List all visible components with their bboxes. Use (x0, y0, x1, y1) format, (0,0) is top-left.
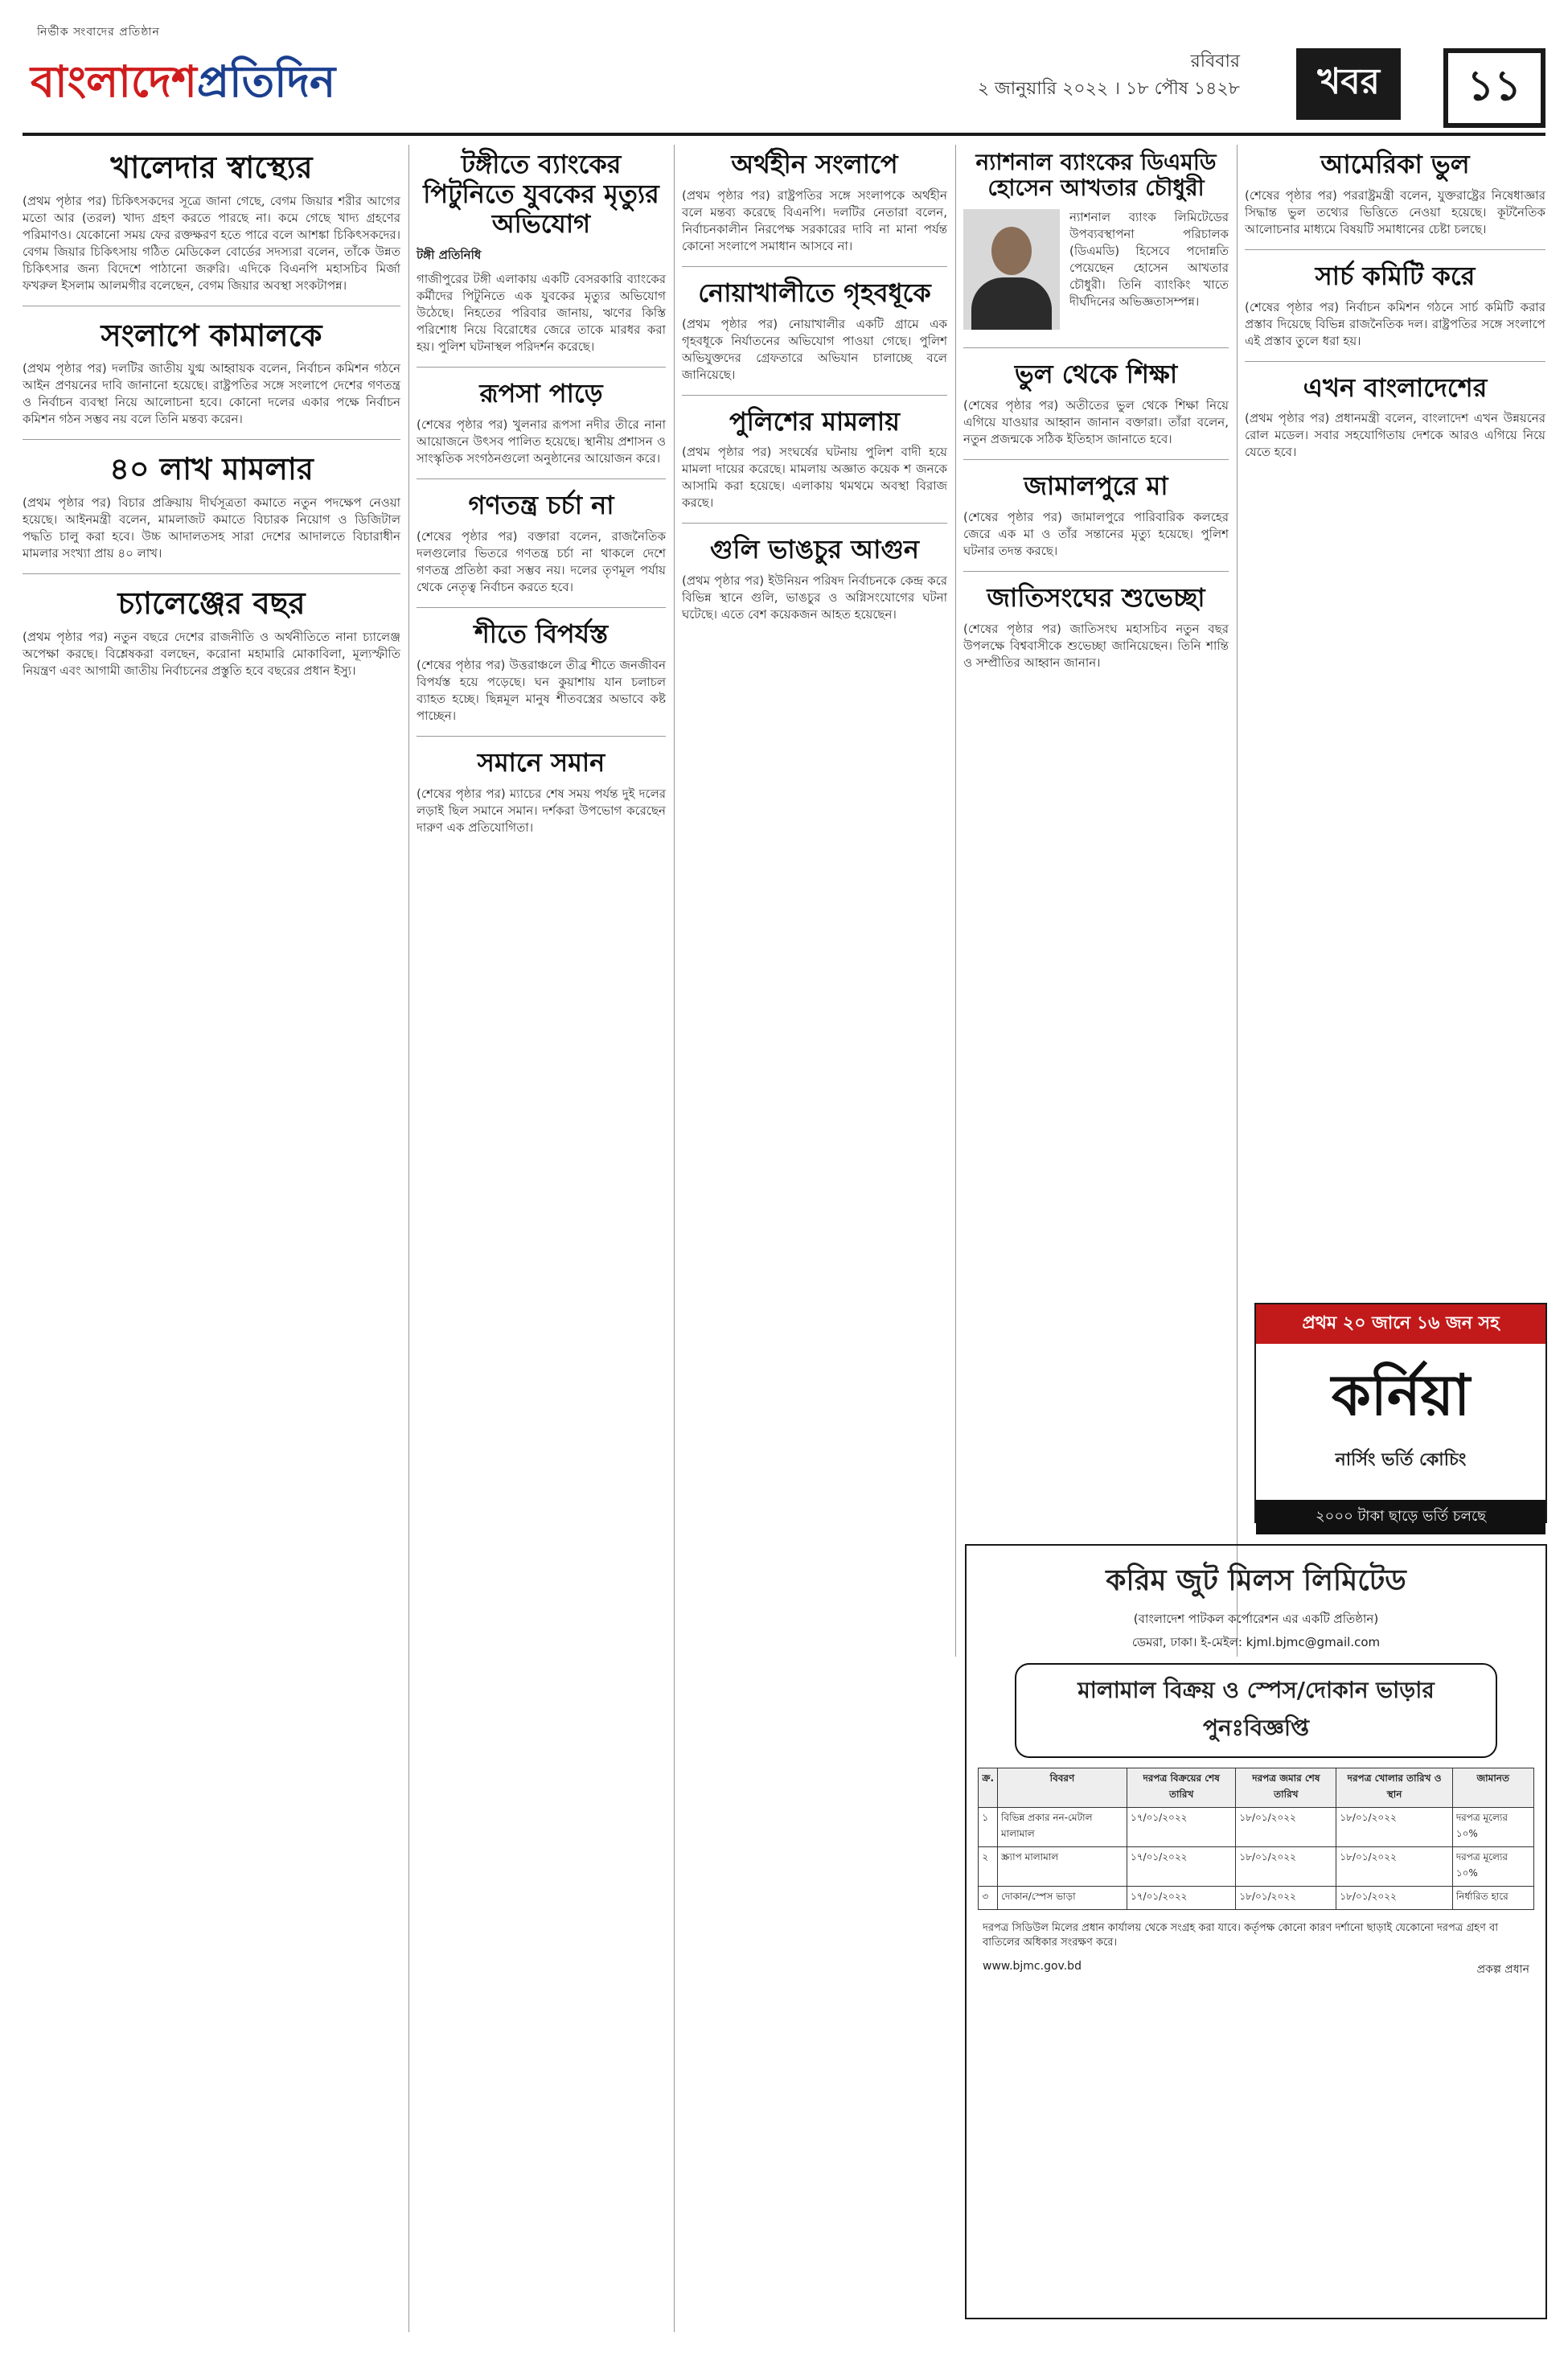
article-body: গাজীপুরের টঙ্গী এলাকায় একটি বেসরকারি ব্যাংকের কর্মীদের পিটুনিতে এক যুবকের মৃত্যুর অভিযোগ উঠেছে। নিহতের পরিবার জানায়, ঋণের কিস্তি পরিশোধ নিয়ে বিরোধের জেরে তাকে মারধর করা হয়। পুলিশ ঘটনাস্থল পরিদর্শন করেছে। (417, 272, 666, 355)
headline-noakhali[interactable]: নোয়াখালীতে গৃহবধূকে (698, 277, 931, 308)
newspaper-logo[interactable] (23, 16, 360, 137)
table-cell: দরপত্র মূল্যের ১০% (1452, 1808, 1533, 1847)
column-3 (682, 145, 947, 631)
logo-tagline: নির্ভীক সংবাদের প্রতিষ্ঠান (37, 26, 160, 39)
article-body: (শেষের পৃষ্ঠার পর) জাতিসংঘ মহাসচিব নতুন বছর উপলক্ষে বিশ্ববাসীকে শুভেচ্ছা জানিয়েছেন। তিনি শান্তি ও সম্প্রীতির আহ্বান জানান। (963, 621, 1229, 670)
byline: টঙ্গী প্রতিনিধি (417, 248, 482, 263)
article-body: (প্রথম পৃষ্ঠার পর) ইউনিয়ন পরিষদ নির্বাচনকে কেন্দ্র করে বিভিন্ন স্থানে গুলি, ভাঙচুর ও অগ্নিসংযোগের ঘটনা ঘটেছে। এতে বেশ কয়েকজন আহত হয়েছেন। (682, 573, 947, 622)
divider (1245, 361, 1545, 362)
divider (1245, 249, 1545, 250)
headline-now-bangladesh[interactable]: এখন বাংলাদেশের (1303, 372, 1488, 403)
article-body: (প্রথম পৃষ্ঠার পর) সংঘর্ষের ঘটনায় পুলিশ বাদী হয়ে মামলা দায়ের করেছে। মামলায় অজ্ঞাত কয়েক শ জনকে আসামি করা হয়েছে। এলাকায় থমথমে অবস্থা বিরাজ করছে। (682, 445, 947, 511)
article-body: (শেষের পৃষ্ঠার পর) জামালপুরে পারিবারিক কলহের জেরে এক মা ও তাঁর সন্তানের মৃত্যু হয়েছে। পুলিশ ঘটনার তদন্ত করছে। (963, 509, 1229, 558)
headline-tongi-bank[interactable]: টঙ্গীতে ব্যাংকের পিটুনিতে যুবকের মৃত্যুর অভিযোগ (423, 149, 659, 239)
article-body: (শেষের পৃষ্ঠার পর) ম্যাচের শেষ সময় পর্যন্ত দুই দলের লড়াই ছিল সমানে সমান। দর্শকরা উপভোগ করেছেন দারুণ এক প্রতিযোগিতা। (417, 786, 666, 835)
column-rule (1237, 145, 1238, 1657)
article-body: (শেষের পৃষ্ঠার পর) উত্তরাঞ্চলে তীব্র শীতে জনজীবন বিপর্যস্ত হয়ে পড়েছে। ঘন কুয়াশায় যান চলাচল ব্যাহত হচ্ছে। ছিন্নমূল মানুষ শীতবস্ত্রের অভাবে কষ্ট পাচ্ছেন। (417, 657, 666, 723)
table-cell: ১ (979, 1808, 998, 1847)
date-label: ২ জানুয়ারি ২০২২ । ১৮ পৌষ ১৪২৮ (977, 79, 1240, 99)
table-row (979, 1847, 1533, 1887)
table-cell: ১৭/০১/২০২২ (1127, 1808, 1235, 1847)
portrait-photo (963, 209, 1060, 330)
headline-un-greetings[interactable]: জাতিসংঘের শুভেচ্ছা (987, 581, 1205, 613)
masthead-rule (23, 133, 1545, 136)
divider (23, 573, 400, 574)
article-body: (শেষের পৃষ্ঠার পর) অতীতের ভুল থেকে শিক্ষা নিয়ে এগিয়ে যাওয়ার আহ্বান জানান বক্তারা। তাঁরা বলেন, নতুন প্রজন্মকে সঠিক ইতিহাস জানাতে হবে। (963, 398, 1229, 447)
photo-suit (971, 277, 1052, 330)
tender-notice[interactable] (965, 1544, 1547, 2319)
divider (417, 478, 666, 479)
article-body: (প্রথম পৃষ্ঠার পর) বিচার প্রক্রিয়ায় দীর্ঘসূত্রতা কমাতে নতুন পদক্ষেপ নেওয়া হয়েছে। আইনমন্ত্রী বলেন, মামলাজট কমাতে বিচারক নিয়োগ ও ডিজিটাল পদ্ধতি চালু করা হবে। উচ্চ আদালতসহ সারা দেশের আদালতে বিচারাধীন মামলার সংখ্যা প্রায় ৪০ লাখ। (23, 495, 400, 561)
article-body: (প্রথম পৃষ্ঠার পর) নোয়াখালীর একটি গ্রামে এক গৃহবধূকে নির্যাতনের অভিযোগ পাওয়া গেছে। পুলিশ অভিযুক্তদের গ্রেফতারে অভিযান চালাচ্ছে বলে জানিয়েছে। (682, 316, 947, 382)
divider (963, 347, 1229, 348)
headline-police-case[interactable]: পুলিশের মামলায় (729, 405, 901, 437)
headline-america-mistake[interactable]: আমেরিকা ভুল (1320, 149, 1470, 179)
table-cell: ১৮/০১/২০২২ (1236, 1847, 1336, 1887)
table-header-row (979, 1768, 1533, 1808)
table-cell: ১৮/০১/২০২২ (1236, 1887, 1336, 1910)
col-header: বিবরণ (998, 1768, 1127, 1808)
column-5 (1245, 145, 1545, 469)
col-header: দরপত্র বিক্রয়ের শেষ তারিখ (1127, 1768, 1235, 1808)
headline-gunfire[interactable]: গুলি ভাঙচুর আগুন (710, 534, 919, 565)
column-rule (674, 145, 675, 2332)
table-row (979, 1887, 1533, 1910)
article-body: (শেষের পৃষ্ঠার পর) খুলনার রূপসা নদীর তীরে নানা আয়োজনে উৎসব পালিত হয়েছে। স্থানীয় প্রশাসন ও সাংস্কৃতিক সংগঠনগুলো অনুষ্ঠানের আয়োজন করে। (417, 417, 666, 466)
logo-part2: প্রতিদিন (196, 55, 336, 107)
divider (682, 266, 947, 267)
headline-dialogue-kamal[interactable]: সংলাপে কামালকে (101, 316, 322, 353)
table-cell: ১৮/০১/২০২২ (1336, 1887, 1452, 1910)
article-body: (শেষের পৃষ্ঠার পর) নির্বাচন কমিশন গঠনে সার্চ কমিটি করার প্রস্তাব দিয়েছে বিভিন্ন রাজনৈতিক দল। রাষ্ট্রপতির সঙ্গে সংলাপে এই প্রস্তাব তুলে ধরা হয়। (1245, 299, 1545, 348)
divider (963, 459, 1229, 460)
column-rule (408, 145, 409, 2332)
headline-jamalpur[interactable]: জামালপুরে মা (1024, 470, 1168, 502)
table-cell: ২ (979, 1847, 998, 1887)
article-body: (শেষের পৃষ্ঠার পর) পররাষ্ট্রমন্ত্রী বলেন, যুক্তরাষ্ট্রের নিষেধাজ্ঞার সিদ্ধান্ত ভুল তথ্যের ভিত্তিতে নেওয়া হয়েছে। কূটনৈতিক আলোচনার মাধ্যমে বিষয়টি সমাধানের চেষ্টা চলছে। (1245, 187, 1545, 236)
headline-search-committee[interactable]: সার্চ কমিটি করে (1315, 260, 1476, 291)
tender-signatory: প্রকল্প প্রধান (1476, 1963, 1529, 1976)
page-number: ১১ (1443, 48, 1546, 128)
article-body: (শেষের পৃষ্ঠার পর) বক্তারা বলেন, রাজনৈতিক দলগুলোর ভিতরে গণতন্ত্র চর্চা না থাকলে দেশে গণতন্ত্র প্রতিষ্ঠা করা সম্ভব নয়। দলের তৃণমূল পর্যায় থেকে নেতৃত্ব নির্বাচন করতে হবে। (417, 528, 666, 594)
photo-head (991, 227, 1032, 275)
divider (682, 395, 947, 396)
tender-sub2: ডেমরা, ঢাকা। ই-মেইল: kjml.bjmc@gmail.com (1131, 1635, 1381, 1649)
table-cell: দোকান/স্পেস ভাড়া (998, 1887, 1127, 1910)
tender-footer (967, 1955, 1545, 1984)
section-badge: খবর (1296, 48, 1401, 120)
table-cell: নির্ধারিত হারে (1452, 1887, 1533, 1910)
divider (682, 523, 947, 524)
column-4 (963, 145, 1229, 680)
table-cell: দরপত্র মূল্যের ১০% (1452, 1847, 1533, 1887)
divider (23, 439, 400, 440)
tender-sub1: (বাংলাদেশ পাটকল কর্পোরেশন এর একটি প্রতিষ্ঠান) (1133, 1612, 1379, 1626)
tender-website-link[interactable]: www.bjmc.gov.bd (983, 1960, 1082, 1973)
headline-lesson[interactable]: ভুল থেকে শিক্ষা (1014, 359, 1178, 390)
table-cell: স্ক্র্যাপ মালামাল (998, 1847, 1127, 1887)
headline-40-lakh-cases[interactable]: ৪০ লাখ মামলার (109, 450, 314, 487)
ad-brand: কর্নিয়া (1331, 1362, 1471, 1428)
headline-national-bank[interactable]: ন্যাশনাল ব্যাংকের ডিএমডি হোসেন আখতার চৌধুরী (975, 149, 1217, 202)
headline-rupsha[interactable]: রূপসা পাড়ে (479, 378, 603, 409)
headline-winter[interactable]: শীতে বিপর্যস্ত (474, 618, 609, 649)
column-1 (23, 145, 400, 688)
col-header: দরপত্র জমার শেষ তারিখ (1236, 1768, 1336, 1808)
headline-equal[interactable]: সমানে সমান (477, 746, 605, 778)
article-body: (প্রথম পৃষ্ঠার পর) চিকিৎসকদের সূত্রে জানা গেছে, বেগম জিয়ার শরীর আগের মতো আর (তরল) খাদ্য গ্রহণ করতে পারছে না। কমে গেছে খাদ্য গ্রহণের পরিমাণও। যেকোনো সময় ফের রক্তক্ষরণ হতে পারে বলে আশঙ্কা চিকিৎসকদের। বেগম জিয়ার চিকিৎসায় গঠিত মেডিকেল বোর্ডের সদস্যরা বলেন, তাঁকে উন্নত চিকিৎসার জন্য বিদেশে পাঠানো জরুরি। এদিকে বিএনপি মহাসচিব মির্জা ফখরুল ইসলাম আলমগীর বলেছেন, বেগম জিয়ার অবস্থা সংকটাপন্ন। (23, 193, 400, 293)
divider (417, 736, 666, 737)
article-body: (প্রথম পৃষ্ঠার পর) প্রধানমন্ত্রী বলেন, বাংলাদেশ এখন উন্নয়নের রোল মডেল। সবার সহযোগিতায় দেশকে আরও এগিয়ে নিয়ে যেতে হবে। (1245, 411, 1545, 460)
ad-strip: প্রথম ২০ জানে ১৬ জন সহ (1256, 1304, 1545, 1344)
col-header: দরপত্র খোলার তারিখ ও স্থান (1336, 1768, 1452, 1808)
table-cell: বিভিন্ন প্রকার নন-মেটাল মালামাল (998, 1808, 1127, 1847)
column-2 (417, 145, 666, 844)
tender-heading: মালামাল বিক্রয় ও স্পেস/দোকান ভাড়ার পুনঃবিজ্ঞপ্তি (1015, 1663, 1497, 1758)
divider (963, 571, 1229, 572)
table-cell: ৩ (979, 1887, 998, 1910)
col-header: জামানত (1452, 1768, 1533, 1808)
article-body: (প্রথম পৃষ্ঠার পর) রাষ্ট্রপতির সঙ্গে সংলাপকে অর্থহীন বলে মন্তব্য করেছে বিএনপি। দলটির নেতারা বলেন, নির্বাচনকালীন নিরপেক্ষ সরকারের দাবি না মানা পর্যন্ত কোনো সংলাপে সমাধান আসবে না। (682, 187, 947, 253)
divider (417, 607, 666, 608)
tender-notes: দরপত্র সিডিউল মিলের প্রধান কার্যালয় থেকে সংগ্রহ করা যাবে। কর্তৃপক্ষ কোনো কারণ দর্শানো ছাড়াই যেকোনো দরপত্র গ্রহণ বা বাতিলের অধিকার সংরক্ষণ করে। (983, 1922, 1499, 1949)
headline-democracy[interactable]: গণতন্ত্র চর্চা না (468, 490, 614, 521)
tender-table (978, 1768, 1533, 1910)
table-cell: ১৮/০১/২০২২ (1236, 1808, 1336, 1847)
article-body: ন্যাশনাল ব্যাংক লিমিটেডের উপব্যবস্থাপনা পরিচালক (ডিএমডি) হিসেবে পদোন্নতি পেয়েছেন হোসেন আখতার চৌধুরী। তিনি ব্যাংকিং খাতে দীর্ঘদিনের অভিজ্ঞতাসম্পন্ন। (1069, 210, 1229, 310)
headline-khaleda-health[interactable]: খালেদার স্বাস্থ্যের (110, 149, 313, 185)
day-label: রবিবার (1190, 51, 1240, 72)
date-block (978, 48, 1240, 103)
cornea-advertisement[interactable] (1254, 1303, 1547, 1523)
article-body: (প্রথম পৃষ্ঠার পর) নতুন বছরে দেশের রাজনীতি ও অর্থনীতিতে নানা চ্যালেঞ্জ অপেক্ষা করছে। বিশ্লেষকরা বলছেন, করোনা মহামারি মোকাবিলা, মূল্যস্ফীতি নিয়ন্ত্রণ এবং আগামী জাতীয় নির্বাচনের প্রস্তুতি হবে বছরের প্রধান ইস্যু। (23, 629, 400, 678)
col-header: ক্র. (979, 1768, 998, 1808)
headline-challenge-year[interactable]: চ্যালেঞ্জের বছর (117, 585, 306, 622)
table-cell: ১৮/০১/২০২২ (1336, 1808, 1452, 1847)
table-row (979, 1808, 1533, 1847)
table-cell: ১৭/০১/২০২২ (1127, 1887, 1235, 1910)
table-cell: ১৮/০১/২০২২ (1336, 1847, 1452, 1887)
logo-wordmark (31, 48, 335, 121)
ad-footer: ২০০০ টাকা ছাড়ে ভর্তি চলছে (1256, 1500, 1545, 1534)
column-rule (955, 145, 956, 1657)
tender-company: করিম জুট মিলস লিমিটেড (1106, 1563, 1406, 1597)
headline-meaningless-dialogue[interactable]: অর্থহীন সংলাপে (731, 149, 898, 179)
logo-part1: বাংলাদেশ (31, 55, 197, 107)
table-cell: ১৭/০১/২০২২ (1127, 1847, 1235, 1887)
ad-subtitle: নার্সিং ভর্তি কোচিং (1335, 1450, 1467, 1470)
article-body: (প্রথম পৃষ্ঠার পর) দলটির জাতীয় যুগ্ম আহ্বায়ক বলেন, নির্বাচন কমিশন গঠনে আইন প্রণয়নের দাবি জানানো হয়েছে। রাষ্ট্রপতির সঙ্গে সংলাপে দেশের গণতন্ত্র ও নির্বাচন ব্যবস্থা নিয়ে আলোচনা হবে। কোনো দলের একার পক্ষে নির্বাচন কমিশন গঠন সম্ভব নয় বলে তিনি মন্তব্য করেন। (23, 361, 400, 427)
divider (417, 367, 666, 368)
